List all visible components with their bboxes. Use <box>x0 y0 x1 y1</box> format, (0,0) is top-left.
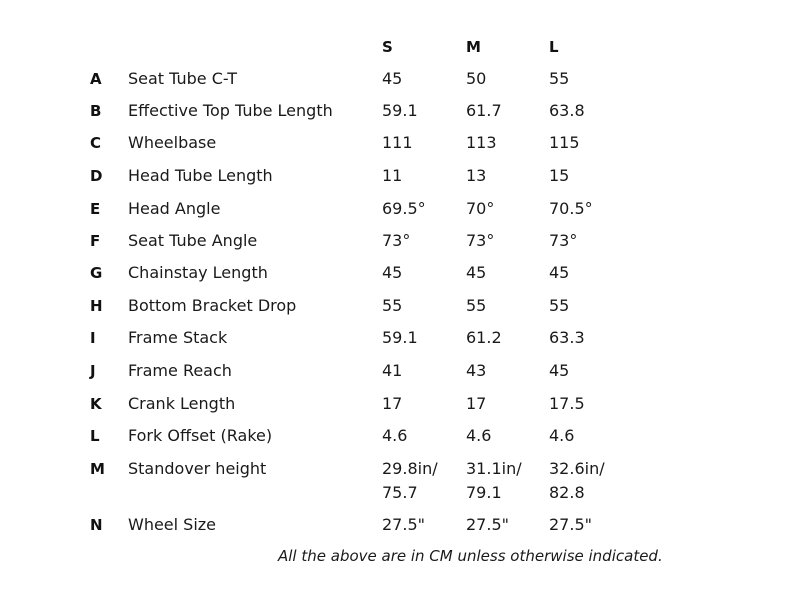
row-letter: M <box>90 460 105 478</box>
cell-l: 45 <box>549 361 570 380</box>
cell-l: 4.6 <box>549 426 575 445</box>
cell-m: 43 <box>466 361 487 380</box>
cell-s: 73° <box>382 231 411 250</box>
row-label: Effective Top Tube Length <box>128 101 333 120</box>
column-header-l: L <box>549 38 559 56</box>
cell-s: 27.5" <box>382 515 425 534</box>
units-footnote: All the above are in CM unless otherwise indicated. <box>278 547 663 565</box>
row-letter: L <box>90 427 100 445</box>
cell-m: 70° <box>466 199 495 218</box>
row-letter: D <box>90 167 103 185</box>
cell-m: 45 <box>466 263 487 282</box>
cell-l: 63.8 <box>549 101 585 120</box>
row-label: Seat Tube Angle <box>128 231 258 250</box>
cell-l: 73° <box>549 231 578 250</box>
cell-s: 45 <box>382 69 403 88</box>
row-letter: H <box>90 297 103 315</box>
cell-s: 41 <box>382 361 403 380</box>
cell-s: 11 <box>382 166 403 185</box>
row-letter: B <box>90 102 102 120</box>
row-letter: K <box>90 395 102 413</box>
cell-m: 50 <box>466 69 487 88</box>
cell-s: 59.1 <box>382 328 418 347</box>
cell-m: 55 <box>466 296 487 315</box>
cell-l: 17.5 <box>549 394 585 413</box>
cell-s: 59.1 <box>382 101 418 120</box>
row-letter: A <box>90 70 102 88</box>
cell-l: 27.5" <box>549 515 592 534</box>
row-label: Crank Length <box>128 394 236 413</box>
row-letter: E <box>90 200 101 218</box>
cell-l: 45 <box>549 263 570 282</box>
row-label: Head Angle <box>128 199 221 218</box>
cell-l: 70.5° <box>549 199 593 218</box>
cell-m: 13 <box>466 166 487 185</box>
row-label: Seat Tube C-T <box>128 69 237 88</box>
cell-l: 63.3 <box>549 328 585 347</box>
row-letter: F <box>90 232 101 250</box>
cell-s: 45 <box>382 263 403 282</box>
cell-l: 55 <box>549 296 570 315</box>
row-letter: N <box>90 516 103 534</box>
cell-m: 4.6 <box>466 426 492 445</box>
row-label: Chainstay Length <box>128 263 268 282</box>
cell-m: 61.2 <box>466 328 502 347</box>
cell-m: 61.7 <box>466 101 502 120</box>
cell-l: 115 <box>549 133 580 152</box>
cell-s: 29.8in/ 75.7 <box>382 459 438 502</box>
cell-s: 55 <box>382 296 403 315</box>
row-label: Wheel Size <box>128 515 217 534</box>
cell-m: 17 <box>466 394 487 413</box>
row-label: Fork Offset (Rake) <box>128 426 273 445</box>
row-label: Frame Stack <box>128 328 228 347</box>
row-letter: I <box>90 329 96 347</box>
row-label: Head Tube Length <box>128 166 273 185</box>
row-letter: C <box>90 134 102 152</box>
cell-m: 113 <box>466 133 497 152</box>
cell-m: 31.1in/ 79.1 <box>466 459 522 502</box>
cell-s: 69.5° <box>382 199 426 218</box>
cell-m: 73° <box>466 231 495 250</box>
cell-l: 15 <box>549 166 570 185</box>
cell-s: 17 <box>382 394 403 413</box>
row-letter: G <box>90 264 103 282</box>
cell-s: 4.6 <box>382 426 408 445</box>
cell-l: 32.6in/ 82.8 <box>549 459 605 502</box>
column-header-s: S <box>382 38 393 56</box>
row-label: Wheelbase <box>128 133 217 152</box>
row-label: Standover height <box>128 459 267 478</box>
row-label: Bottom Bracket Drop <box>128 296 297 315</box>
column-header-m: M <box>466 38 481 56</box>
row-label: Frame Reach <box>128 361 232 380</box>
row-letter: J <box>90 362 96 380</box>
cell-m: 27.5" <box>466 515 509 534</box>
cell-s: 111 <box>382 133 413 152</box>
cell-l: 55 <box>549 69 570 88</box>
